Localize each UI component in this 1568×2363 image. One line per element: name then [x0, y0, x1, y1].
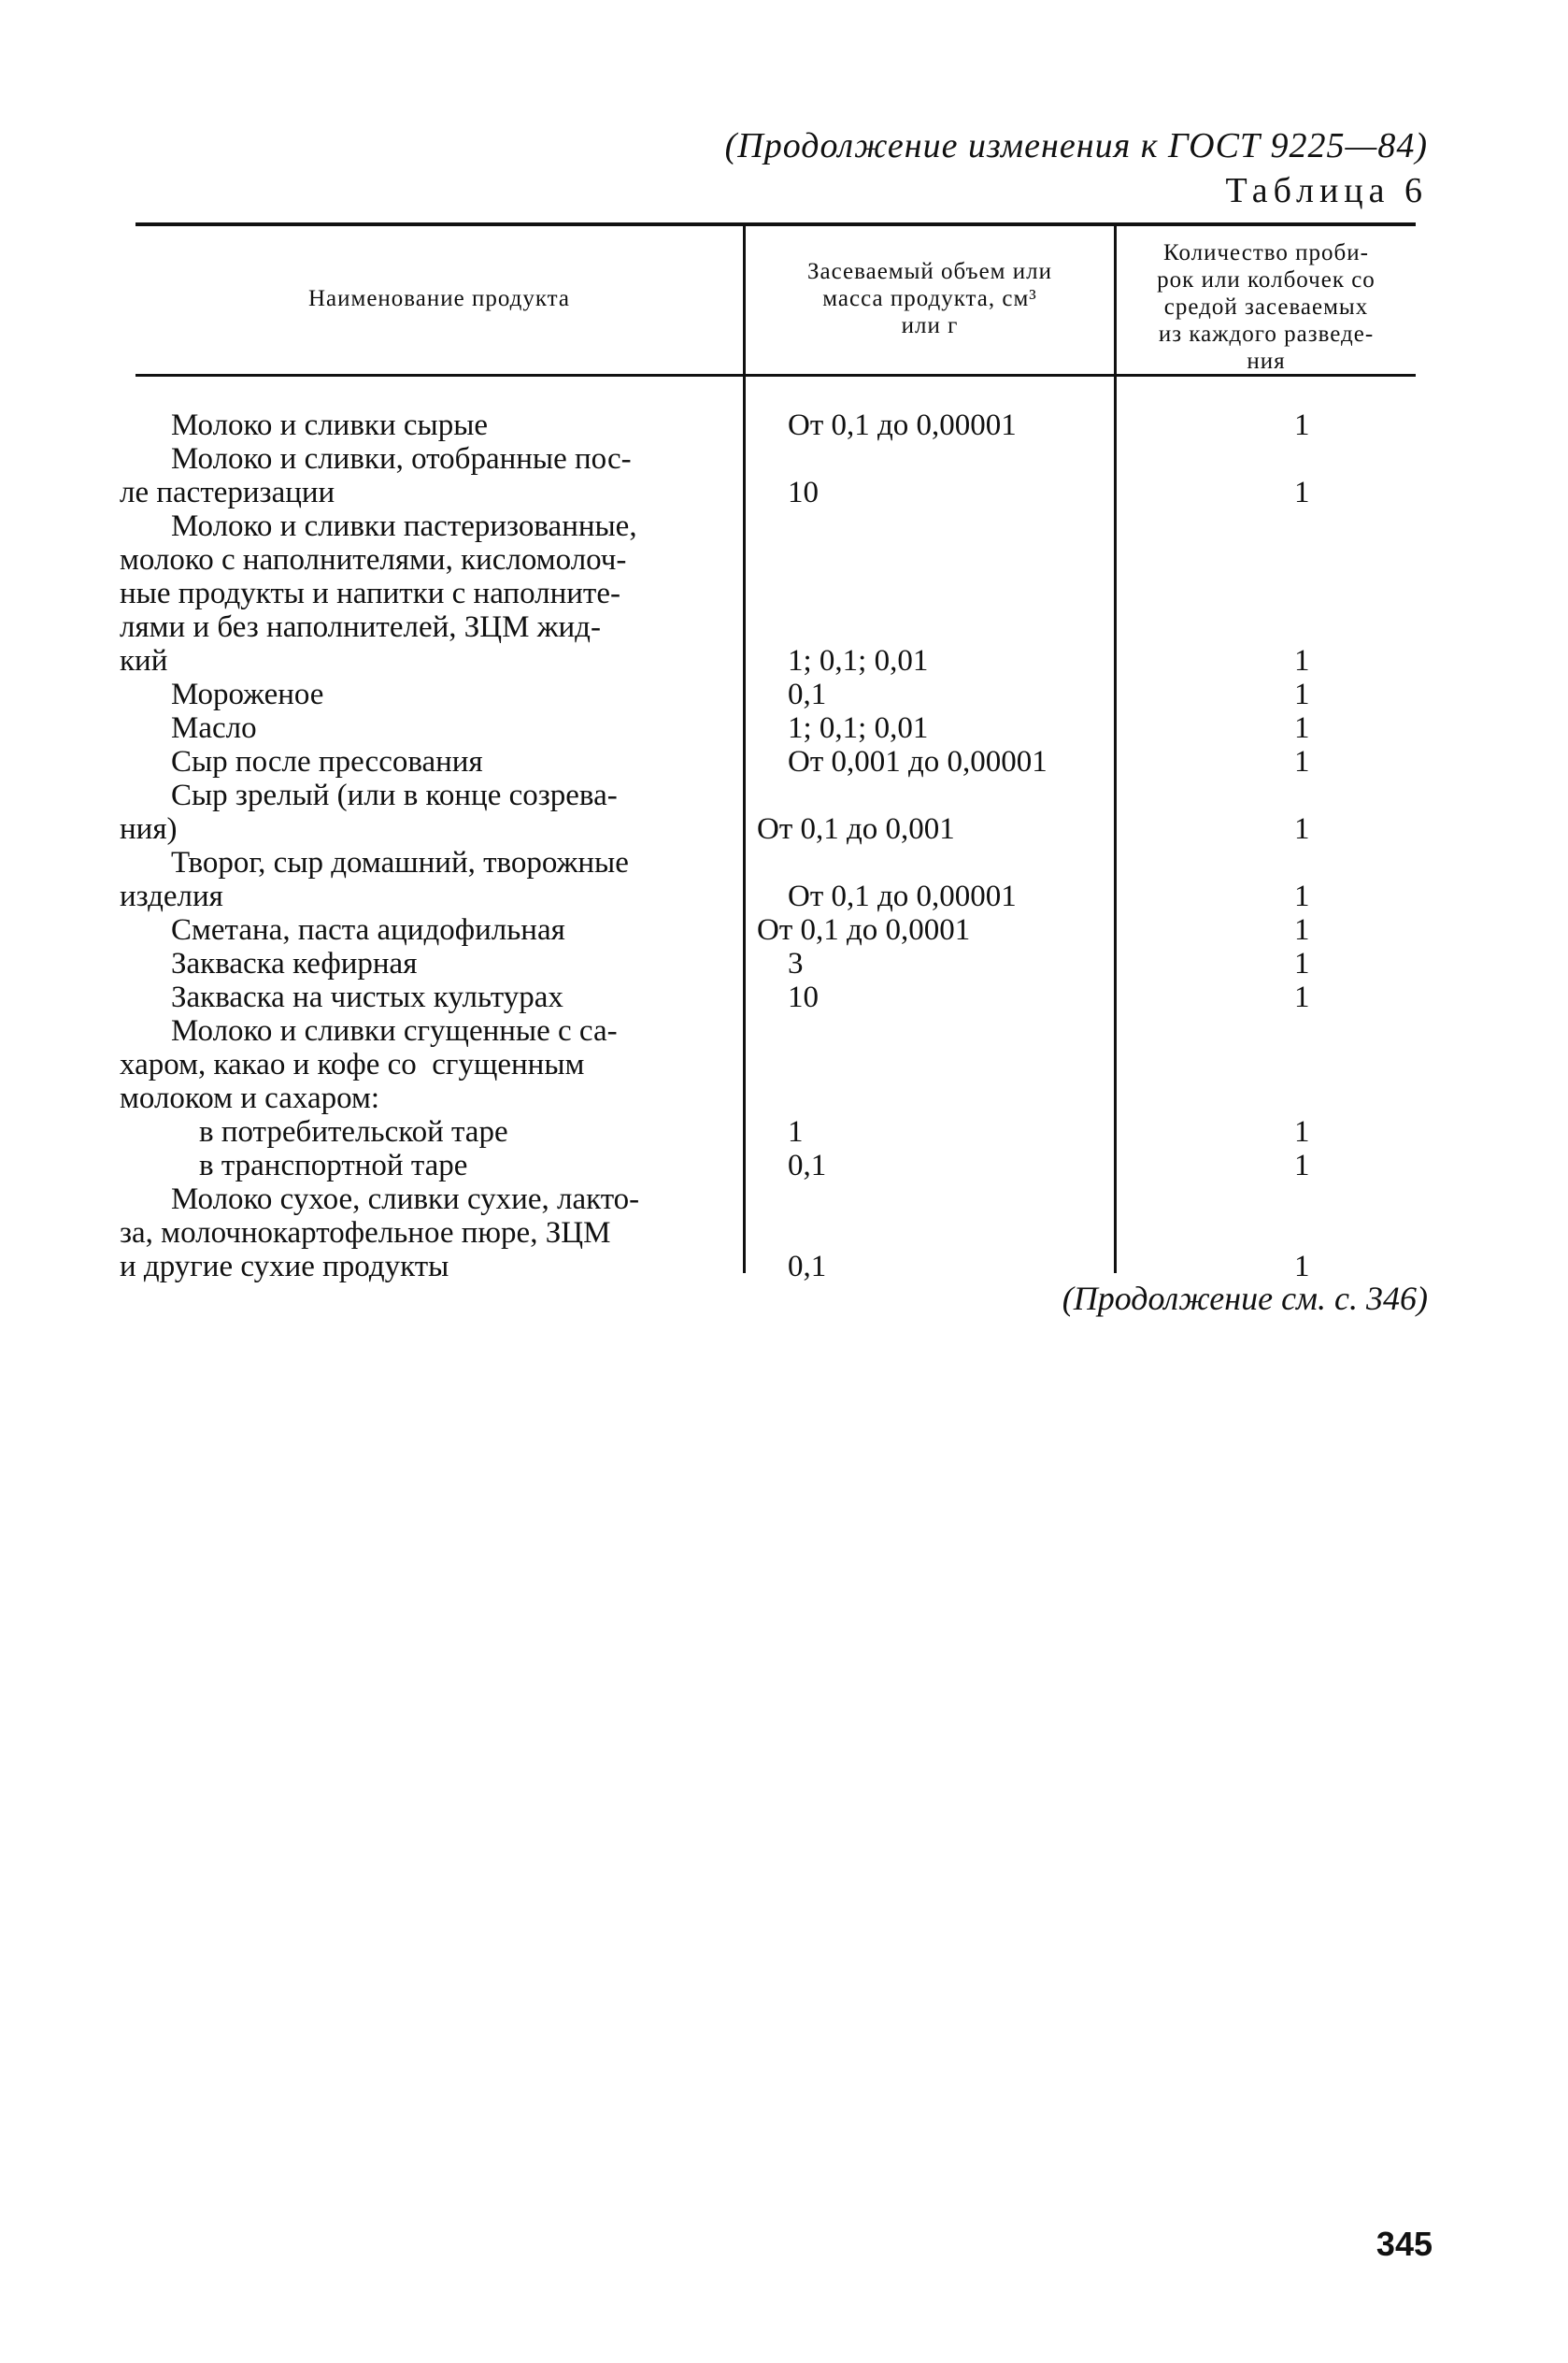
table-top-rule: [135, 222, 1416, 226]
product-name: Молоко и сливки, отобранные пос-: [171, 442, 632, 476]
product-name: Молоко сухое, сливки сухие, лакто-: [171, 1182, 640, 1216]
product-name: Закваска на чистых культурах: [171, 981, 563, 1014]
tube-count: 1: [1294, 981, 1310, 1014]
product-name: Сыр зрелый (или в конце созрева-: [171, 779, 618, 812]
product-name: Молоко и сливки сгущенные с са-: [171, 1014, 618, 1048]
tube-count: 1: [1294, 812, 1310, 846]
tube-count: 1: [1294, 913, 1310, 947]
column-divider-1: [743, 224, 746, 1273]
seeded-volume: 1; 0,1; 0,01: [788, 644, 929, 678]
product-name: молоком и сахаром:: [120, 1081, 380, 1115]
seeded-volume: 3: [788, 947, 804, 981]
product-name: и другие сухие продукты: [120, 1250, 449, 1283]
product-name: Сыр после прессования: [171, 745, 483, 779]
product-name: Мороженое: [171, 678, 324, 711]
page-number: 345: [1376, 2225, 1433, 2263]
column-head-count-line: Количество проби-: [1163, 240, 1369, 265]
tube-count: 1: [1294, 1149, 1310, 1182]
column-head-volume-line: или г: [901, 313, 959, 338]
tube-count: 1: [1294, 408, 1310, 442]
product-name: Творог, сыр домашний, творожные: [171, 846, 629, 880]
table-label: Таблица 6: [1225, 171, 1428, 210]
seeded-volume: От 0,1 до 0,0001: [757, 913, 971, 947]
continuation-footer: (Продолжение см. с. 346): [1062, 1280, 1428, 1317]
column-head-product: [135, 285, 743, 312]
product-name: кий: [120, 644, 168, 678]
product-name: Сметана, паста ацидофильная: [171, 913, 565, 947]
tube-count: 1: [1294, 1115, 1310, 1149]
product-name: ле пастеризации: [120, 476, 335, 509]
column-head-count-line: рок или колбочек со: [1157, 267, 1376, 293]
column-head-volume: [746, 258, 1114, 339]
product-name: в потребительской таре: [199, 1115, 508, 1149]
seeded-volume: От 0,1 до 0,00001: [788, 880, 1017, 913]
product-name: за, молочнокартофельное пюре, ЗЦМ: [120, 1216, 611, 1250]
tube-count: 1: [1294, 745, 1310, 779]
seeded-volume: 0,1: [788, 678, 827, 711]
continuation-header: (Продолжение изменения к ГОСТ 9225—84): [724, 126, 1428, 165]
column-head-product-line: Наименование продукта: [307, 286, 571, 311]
column-head-volume-line: Засеваемый объем или: [807, 259, 1052, 284]
product-name: в транспортной таре: [199, 1149, 468, 1182]
product-name: Молоко и сливки сырые: [171, 408, 489, 442]
product-name: ния): [120, 812, 178, 846]
product-name: ные продукты и напитки с наполните-: [120, 577, 620, 610]
column-head-count-line: средой засеваемых: [1163, 294, 1369, 320]
tube-count: 1: [1294, 1250, 1310, 1283]
product-name: харом, какао и кофе со сгущенным: [120, 1048, 585, 1081]
product-name: Молоко и сливки пастеризованные,: [171, 509, 637, 543]
seeded-volume: От 0,1 до 0,00001: [788, 408, 1017, 442]
seeded-volume: 10: [788, 476, 819, 509]
tube-count: 1: [1294, 678, 1310, 711]
column-head-count-line: из каждого разведе-: [1158, 322, 1375, 347]
seeded-volume: 1; 0,1; 0,01: [788, 711, 929, 745]
product-name: лями и без наполнителей, ЗЦМ жид-: [120, 610, 601, 644]
seeded-volume: 0,1: [788, 1149, 827, 1182]
product-name: молоко с наполнителями, кисломолоч-: [120, 543, 627, 577]
product-name: Масло: [171, 711, 257, 745]
column-head-count-line: ния: [1247, 349, 1286, 374]
seeded-volume: 10: [788, 981, 819, 1014]
tube-count: 1: [1294, 476, 1310, 509]
seeded-volume: От 0,1 до 0,001: [757, 812, 955, 846]
column-head-volume-line: масса продукта, см³: [822, 286, 1037, 311]
tube-count: 1: [1294, 644, 1310, 678]
tube-count: 1: [1294, 711, 1310, 745]
seeded-volume: 1: [788, 1115, 804, 1149]
seeded-volume: От 0,001 до 0,00001: [788, 745, 1048, 779]
tube-count: 1: [1294, 880, 1310, 913]
product-name: Закваска кефирная: [171, 947, 418, 981]
tube-count: 1: [1294, 947, 1310, 981]
product-name: изделия: [120, 880, 223, 913]
column-divider-2: [1114, 224, 1117, 1273]
seeded-volume: 0,1: [788, 1250, 827, 1283]
column-head-count: [1117, 239, 1416, 375]
